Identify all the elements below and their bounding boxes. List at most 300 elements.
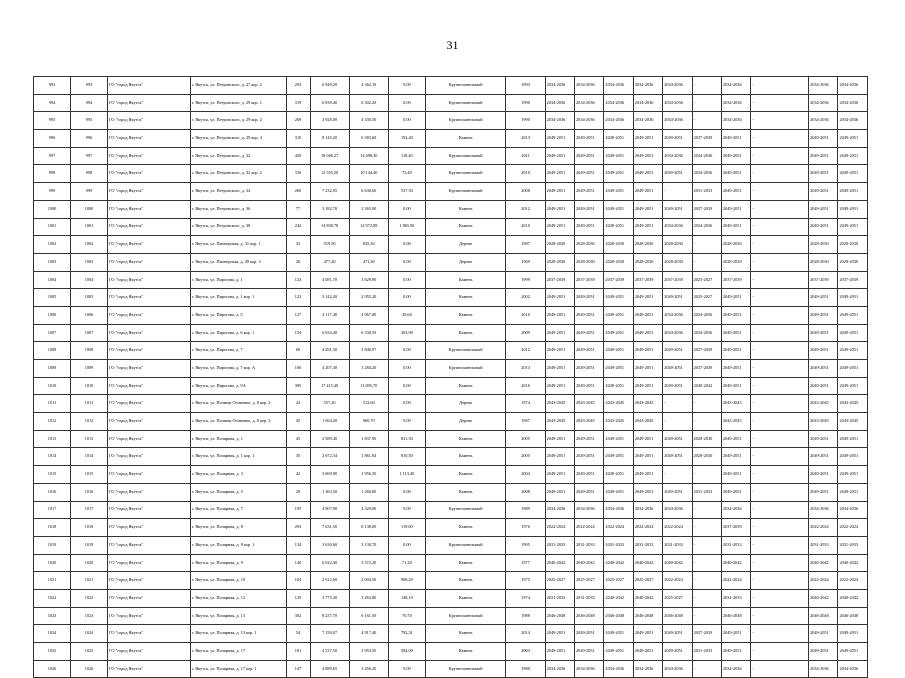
term-7-cell: 2049-2051	[721, 377, 750, 395]
term-3-cell: 2031-2033	[604, 536, 633, 554]
term-5-cell: 2034-2036	[663, 306, 692, 324]
term-1-cell: 2034-2036	[545, 77, 574, 95]
term-9-cell: 2049-2051	[809, 324, 838, 342]
row-index-cell: 1015	[34, 466, 71, 484]
total-area-cell: 4 207,40	[310, 360, 349, 378]
term-4-cell: 2049-2051	[633, 306, 662, 324]
term-8-cell: -	[751, 236, 809, 254]
wall-material-cell: Камень	[425, 519, 506, 537]
table-row	[34, 271, 868, 289]
municipality-cell: ГО "город Якутск"	[108, 572, 191, 590]
term-7-cell: 2049-2051	[721, 165, 750, 183]
wall-material-cell: Крупнопанельный	[425, 183, 506, 201]
residents-cell: 319	[286, 94, 310, 112]
residents-cell: 195	[286, 501, 310, 519]
wall-material-cell: Камень	[425, 554, 506, 572]
wall-material-cell: Крупнопанельный	[425, 165, 506, 183]
table-row	[34, 306, 868, 324]
nonresidential-area-cell: 0,00	[388, 483, 425, 501]
year-built-cell: 1974	[506, 395, 545, 413]
term-6-cell: 2037-2039	[692, 200, 721, 218]
term-8-cell: -	[751, 94, 809, 112]
term-2-cell: 2049-2051	[575, 625, 604, 643]
building-number-cell: 1017	[71, 501, 108, 519]
term-6-cell: -	[692, 536, 721, 554]
term-2-cell: 2037-2039	[575, 271, 604, 289]
wall-material-cell: Крупнопанельный	[425, 112, 506, 130]
address-cell: г. Якутск, ул. Полярная, д. 5	[190, 483, 286, 501]
residents-cell: 134	[286, 536, 310, 554]
table-row	[34, 483, 868, 501]
row-index-cell: 1007	[34, 324, 71, 342]
year-built-cell: 2003	[506, 643, 545, 661]
term-9-cell: 2049-2051	[809, 448, 838, 466]
term-9-cell: 2040-2042	[809, 589, 838, 607]
table-row	[34, 165, 868, 183]
term-7-cell: 2034-2036	[721, 94, 750, 112]
living-area-cell: 960,70	[349, 413, 388, 431]
term-8-cell: -	[751, 643, 809, 661]
building-number-cell: 1009	[71, 360, 108, 378]
term-2-cell: 2043-2045	[575, 395, 604, 413]
term-5-cell: 2022-2024	[663, 572, 692, 590]
term-5-cell: 2034-2036	[663, 147, 692, 165]
living-area-cell: 6 138,00	[349, 519, 388, 537]
total-area-cell: 17 415,40	[310, 377, 349, 395]
term-10-cell: 2034-2036	[838, 501, 868, 519]
term-9-cell: 2034-2036	[809, 77, 838, 95]
living-area-cell: 512,60	[349, 395, 388, 413]
nonresidential-area-cell: 0,00	[388, 200, 425, 218]
term-7-cell: 2043-2045	[721, 395, 750, 413]
living-area-cell: 471,30	[349, 253, 388, 271]
term-6-cell: 2028-2030	[692, 448, 721, 466]
term-3-cell: 2049-2051	[604, 147, 633, 165]
term-4-cell: 2049-2051	[633, 200, 662, 218]
total-area-cell: 4 537,50	[310, 643, 349, 661]
residents-cell: 269	[286, 112, 310, 130]
term-7-cell: 2040-2042	[721, 554, 750, 572]
living-area-cell: 1 260,80	[349, 483, 388, 501]
term-9-cell: 2049-2051	[809, 147, 838, 165]
nonresidential-area-cell: 0,00	[388, 77, 425, 95]
address-cell: г. Якутск, ул. Полярная, д. 7	[190, 501, 286, 519]
term-10-cell: 2049-2051	[838, 466, 868, 484]
term-7-cell: 2049-2051	[721, 218, 750, 236]
term-8-cell: -	[751, 501, 809, 519]
term-7-cell: 2022-2024	[721, 572, 750, 590]
table-row	[34, 607, 868, 625]
term-1-cell: 2022-2024	[545, 519, 574, 537]
term-8-cell: -	[751, 289, 809, 307]
total-area-cell: 4 081,70	[310, 271, 349, 289]
term-4-cell: 2049-2051	[633, 165, 662, 183]
row-index-cell: 1005	[34, 289, 71, 307]
wall-material-cell: Крупнопанельный	[425, 501, 506, 519]
term-5-cell: 2049-2051	[663, 200, 692, 218]
address-cell: г. Якутск, ул. Пирогова, д. 1	[190, 271, 286, 289]
building-number-cell: 1014	[71, 448, 108, 466]
term-4-cell: 2046-2048	[633, 607, 662, 625]
term-4-cell: 2022-2024	[633, 519, 662, 537]
row-index-cell: 1010	[34, 377, 71, 395]
year-built-cell: 1989	[506, 501, 545, 519]
residents-cell: 310	[286, 130, 310, 148]
term-5-cell: 2049-2051	[663, 448, 692, 466]
address-cell: г. Якутск, ул. Полярная, д. 8	[190, 519, 286, 537]
living-area-cell: 4 917,40	[349, 625, 388, 643]
row-index-cell: 996	[34, 130, 71, 148]
total-area-cell: 6 022,40	[310, 554, 349, 572]
term-5-cell: 2034-2036	[663, 660, 692, 678]
term-10-cell: 2049-2051	[838, 218, 868, 236]
living-area-cell: 1 837,90	[349, 430, 388, 448]
row-index-cell: 1016	[34, 483, 71, 501]
term-3-cell: 2043-2045	[604, 395, 633, 413]
term-2-cell: 2049-2051	[575, 289, 604, 307]
residents-cell: 395	[286, 377, 310, 395]
nonresidential-area-cell: 73,40	[388, 165, 425, 183]
municipality-cell: ГО "город Якутск"	[108, 501, 191, 519]
living-area-cell: 3 372,20	[349, 554, 388, 572]
nonresidential-area-cell: 0,00	[388, 236, 425, 254]
living-area-cell: 6 161,50	[349, 607, 388, 625]
term-6-cell: -	[692, 94, 721, 112]
term-10-cell: 2049-2051	[838, 643, 868, 661]
year-built-cell: 2010	[506, 306, 545, 324]
term-5-cell: 2049-2051	[663, 643, 692, 661]
wall-material-cell: Камень	[425, 324, 506, 342]
term-3-cell: 2049-2051	[604, 200, 633, 218]
total-area-cell: 919,50	[310, 236, 349, 254]
term-8-cell: -	[751, 377, 809, 395]
total-area-cell: 3 775,30	[310, 589, 349, 607]
table-row	[34, 536, 868, 554]
municipality-cell: ГО "город Якутск"	[108, 395, 191, 413]
residents-cell: 45	[286, 413, 310, 431]
term-9-cell: 2049-2051	[809, 289, 838, 307]
wall-material-cell: Камень	[425, 448, 506, 466]
term-9-cell: 2049-2051	[809, 165, 838, 183]
term-1-cell: 2043-2045	[545, 413, 574, 431]
term-4-cell: 2034-2036	[633, 94, 662, 112]
term-7-cell: 2034-2036	[721, 112, 750, 130]
term-9-cell: 2028-2030	[809, 253, 838, 271]
term-7-cell: 2049-2051	[721, 625, 750, 643]
total-area-cell: 2 672,34	[310, 448, 349, 466]
total-area-cell: 4 291,30	[310, 342, 349, 360]
municipality-cell: ГО "город Якутск"	[108, 324, 191, 342]
nonresidential-area-cell: 584,00	[388, 643, 425, 661]
term-4-cell: 2049-2051	[633, 625, 662, 643]
nonresidential-area-cell: 0,00	[388, 536, 425, 554]
term-3-cell: 2049-2051	[604, 625, 633, 643]
row-index-cell: 1025	[34, 643, 71, 661]
year-built-cell: 2008	[506, 183, 545, 201]
term-10-cell: 2022-2024	[838, 519, 868, 537]
building-number-cell: 1016	[71, 483, 108, 501]
term-10-cell: 2049-2051	[838, 360, 868, 378]
term-1-cell: 2034-2036	[545, 660, 574, 678]
term-10-cell: 2034-2036	[838, 77, 868, 95]
term-8-cell: -	[751, 271, 809, 289]
living-area-cell: 10 144,40	[349, 165, 388, 183]
term-1-cell: 2049-2051	[545, 448, 574, 466]
building-number-cell: 1003	[71, 253, 108, 271]
address-cell: г. Якутск, ул. Петровского, д. 29 кор. 2	[190, 112, 286, 130]
address-cell: г. Якутск, ул. Пирогова, д. 5	[190, 306, 286, 324]
wall-material-cell: Камень	[425, 306, 506, 324]
term-10-cell: 2046-2048	[838, 607, 868, 625]
term-5-cell: 2049-2051	[663, 483, 692, 501]
nonresidential-area-cell: 0,00	[388, 501, 425, 519]
address-cell: г. Якутск, ул. Пирогова, д. 6 кор. 1	[190, 324, 286, 342]
building-number-cell: 999	[71, 183, 108, 201]
term-6-cell: -	[692, 77, 721, 95]
term-6-cell: -	[692, 413, 721, 431]
row-index-cell: 993	[34, 77, 71, 95]
term-5-cell: 2037-2039	[663, 271, 692, 289]
term-7-cell: 2049-2051	[721, 183, 750, 201]
municipality-cell: ГО "город Якутск"	[108, 236, 191, 254]
term-1-cell: 2049-2051	[545, 342, 574, 360]
term-4-cell: 2028-2030	[633, 236, 662, 254]
term-7-cell: 2028-2030	[721, 236, 750, 254]
term-6-cell: -	[692, 519, 721, 537]
term-10-cell: 2049-2051	[838, 430, 868, 448]
living-area-cell: 6 383,60	[349, 130, 388, 148]
term-6-cell: -	[692, 589, 721, 607]
municipality-cell: ГО "город Якутск"	[108, 377, 191, 395]
term-8-cell: -	[751, 625, 809, 643]
term-9-cell: 2037-2039	[809, 271, 838, 289]
term-9-cell: 2049-2051	[809, 306, 838, 324]
table-row	[34, 572, 868, 590]
building-number-cell: 995	[71, 112, 108, 130]
year-built-cell: 1988	[506, 607, 545, 625]
term-6-cell: 2037-2039	[692, 130, 721, 148]
term-6-cell: -	[692, 236, 721, 254]
term-6-cell: 2028-2030	[692, 430, 721, 448]
term-8-cell: -	[751, 483, 809, 501]
building-number-cell: 993	[71, 77, 108, 95]
year-built-cell: 2008	[506, 483, 545, 501]
term-4-cell: 2049-2051	[633, 430, 662, 448]
term-2-cell: 2049-2051	[575, 183, 604, 201]
term-3-cell: 2049-2051	[604, 448, 633, 466]
term-2-cell: 2034-2036	[575, 77, 604, 95]
term-10-cell: 2040-2042	[838, 589, 868, 607]
term-3-cell: 2049-2051	[604, 289, 633, 307]
term-3-cell: 2049-2051	[604, 165, 633, 183]
row-index-cell: 999	[34, 183, 71, 201]
term-10-cell: 2049-2051	[838, 289, 868, 307]
wall-material-cell: Крупнопанельный	[425, 360, 506, 378]
table-row	[34, 377, 868, 395]
residents-cell: 35	[286, 448, 310, 466]
term-9-cell: 2049-2051	[809, 625, 838, 643]
address-cell: г. Якутск, ул. Пирогова, д. 7	[190, 342, 286, 360]
term-8-cell: -	[751, 607, 809, 625]
year-built-cell: 1974	[506, 589, 545, 607]
municipality-cell: ГО "город Якутск"	[108, 218, 191, 236]
term-6-cell: 2031-2033	[692, 483, 721, 501]
municipality-cell: ГО "город Якутск"	[108, 519, 191, 537]
term-4-cell: 2049-2051	[633, 147, 662, 165]
term-3-cell: 2034-2036	[604, 501, 633, 519]
term-7-cell: 2049-2051	[721, 466, 750, 484]
total-area-cell: 6 949,20	[310, 77, 349, 95]
row-index-cell: 1022	[34, 589, 71, 607]
term-4-cell: 2049-2051	[633, 324, 662, 342]
term-9-cell: 2049-2051	[809, 218, 838, 236]
address-cell: г. Якутск, ул. Полярная, д. 8 кор. 1	[190, 536, 286, 554]
living-area-cell: 2 365,00	[349, 200, 388, 218]
term-6-cell: -	[692, 660, 721, 678]
total-area-cell: 4 889,65	[310, 660, 349, 678]
table-row	[34, 253, 868, 271]
total-area-cell: 14 838,78	[310, 218, 349, 236]
municipality-cell: ГО "город Якутск"	[108, 660, 191, 678]
wall-material-cell: Крупнопанельный	[425, 147, 506, 165]
table-row	[34, 519, 868, 537]
row-index-cell: 997	[34, 147, 71, 165]
term-3-cell: 2040-2042	[604, 589, 633, 607]
term-5-cell: 2049-2051	[663, 430, 692, 448]
term-1-cell: 2049-2051	[545, 183, 574, 201]
municipality-cell: ГО "город Якутск"	[108, 483, 191, 501]
building-number-cell: 1011	[71, 395, 108, 413]
term-9-cell: 2049-2051	[809, 377, 838, 395]
address-cell: г. Якутск, ул. Петровского, д. 34	[190, 183, 286, 201]
term-8-cell: -	[751, 218, 809, 236]
term-9-cell: 2046-2048	[809, 607, 838, 625]
wall-material-cell: Камень	[425, 271, 506, 289]
nonresidential-area-cell: 831,50	[388, 430, 425, 448]
term-10-cell: 2028-2030	[838, 253, 868, 271]
living-area-cell: 3 130,70	[349, 536, 388, 554]
wall-material-cell: Камень	[425, 218, 506, 236]
nonresidential-area-cell: 0,00	[388, 377, 425, 395]
term-1-cell: 2049-2051	[545, 130, 574, 148]
term-9-cell: 2049-2051	[809, 360, 838, 378]
year-built-cell: 1993	[506, 77, 545, 95]
term-7-cell: 2049-2051	[721, 130, 750, 148]
term-10-cell: 2049-2051	[838, 625, 868, 643]
term-9-cell: 2034-2036	[809, 112, 838, 130]
row-index-cell: 1008	[34, 342, 71, 360]
term-10-cell: 2049-2051	[838, 183, 868, 201]
wall-material-cell: Крупнопанельный	[425, 94, 506, 112]
wall-material-cell: Камень	[425, 483, 506, 501]
term-7-cell: 2034-2036	[721, 660, 750, 678]
term-4-cell: 2049-2051	[633, 643, 662, 661]
term-5-cell: 2049-2051	[663, 165, 692, 183]
building-number-cell: 1002	[71, 236, 108, 254]
building-number-cell: 1007	[71, 324, 108, 342]
table-row	[34, 360, 868, 378]
term-2-cell: 2031-2033	[575, 536, 604, 554]
address-cell: г. Якутск, ул. Петровского, д. 38	[190, 218, 286, 236]
row-index-cell: 1020	[34, 554, 71, 572]
wall-material-cell: Крупнопанельный	[425, 536, 506, 554]
term-9-cell: 2040-2042	[809, 554, 838, 572]
term-3-cell: 2028-2030	[604, 253, 633, 271]
building-number-cell: 1025	[71, 643, 108, 661]
term-2-cell: 2028-2030	[575, 253, 604, 271]
address-cell: г. Якутск, ул. Полярная, д. 12	[190, 589, 286, 607]
wall-material-cell: Дерево	[425, 253, 506, 271]
table-row	[34, 466, 868, 484]
term-1-cell: 2049-2051	[545, 218, 574, 236]
term-7-cell: 2049-2051	[721, 306, 750, 324]
term-9-cell: 2034-2036	[809, 660, 838, 678]
term-10-cell: 2049-2051	[838, 306, 868, 324]
nonresidential-area-cell: 70,70	[388, 607, 425, 625]
term-5-cell: 2031-2033	[663, 536, 692, 554]
term-10-cell: 2028-2030	[838, 236, 868, 254]
term-1-cell: 2034-2036	[545, 112, 574, 130]
year-built-cell: 2012	[506, 200, 545, 218]
term-9-cell: 2049-2051	[809, 643, 838, 661]
municipality-cell: ГО "город Якутск"	[108, 253, 191, 271]
term-8-cell: -	[751, 165, 809, 183]
term-6-cell: -	[692, 572, 721, 590]
address-cell: г. Якутск, ул. Полярная, д. 13	[190, 607, 286, 625]
term-7-cell: 2049-2051	[721, 430, 750, 448]
term-8-cell: -	[751, 360, 809, 378]
row-index-cell: 1009	[34, 360, 71, 378]
year-built-cell: 1975	[506, 572, 545, 590]
address-cell: г. Якутск, ул. Полины Осипенко, д. 8 кор. 2	[190, 395, 286, 413]
residents-cell: 29	[286, 483, 310, 501]
building-number-cell: 1005	[71, 289, 108, 307]
building-number-cell: 1015	[71, 466, 108, 484]
term-5-cell: 2028-2030	[663, 253, 692, 271]
residents-cell: 127	[286, 306, 310, 324]
year-built-cell: 1990	[506, 112, 545, 130]
term-5-cell: 2049-2051	[663, 289, 692, 307]
term-2-cell: 2025-2027	[575, 572, 604, 590]
building-number-cell: 1008	[71, 342, 108, 360]
term-10-cell: 2049-2051	[838, 165, 868, 183]
nonresidential-area-cell: 0,00	[388, 271, 425, 289]
building-number-cell: 1001	[71, 218, 108, 236]
term-4-cell: 2034-2036	[633, 501, 662, 519]
wall-material-cell: Дерево	[425, 236, 506, 254]
table-row	[34, 218, 868, 236]
total-area-cell: 3 142,20	[310, 289, 349, 307]
living-area-cell: 2 955,20	[349, 289, 388, 307]
term-5-cell: 2049-2051	[663, 377, 692, 395]
living-area-cell: 12 972,88	[349, 218, 388, 236]
residents-cell: 45	[286, 430, 310, 448]
term-6-cell: 2040-2042	[692, 377, 721, 395]
residents-cell: 104	[286, 572, 310, 590]
term-10-cell: 2043-2045	[838, 395, 868, 413]
term-2-cell: 2049-2051	[575, 377, 604, 395]
term-5-cell: -	[663, 183, 692, 201]
term-6-cell: 2031-2033	[692, 183, 721, 201]
term-5-cell: 2049-2051	[663, 360, 692, 378]
term-9-cell: 2043-2045	[809, 413, 838, 431]
living-area-cell: 4 329,00	[349, 501, 388, 519]
term-10-cell: 2049-2051	[838, 147, 868, 165]
term-6-cell: 2034-2036	[692, 147, 721, 165]
term-10-cell: 2034-2036	[838, 112, 868, 130]
term-1-cell: 2049-2051	[545, 147, 574, 165]
term-3-cell: 2049-2051	[604, 130, 633, 148]
